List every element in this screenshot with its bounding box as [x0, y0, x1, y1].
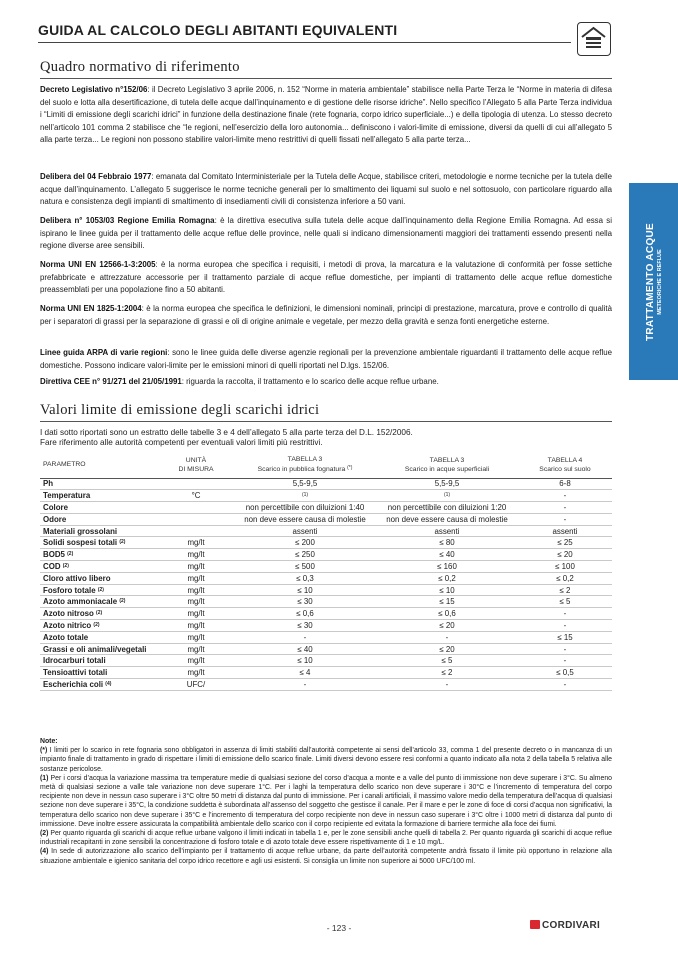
cell-table3-surface: ≤ 10 [376, 584, 518, 596]
cell-parameter: Escherichia coli $^{(4)}$ [40, 679, 158, 691]
paragraph-heading: Norma UNI EN 1825-1:2004 [40, 304, 142, 313]
paragraph-text: : riguarda la raccolta, il trattamento e lo scarico delle acque reflue urbane. [181, 377, 439, 386]
cell-table3-sewer: ≤ 10 [234, 584, 376, 596]
paragraph-heading: Delibera del 04 Febbraio 1977 [40, 172, 152, 181]
cell-unit: mg/lt [158, 584, 234, 596]
header-unit: UNITÀ DI MISURA [158, 452, 234, 478]
table-row [40, 584, 612, 596]
cell-unit: mg/lt [158, 655, 234, 667]
cell-table4-soil: - [518, 490, 612, 502]
cell-table3-sewer: ≤ 40 [234, 643, 376, 655]
cell-table4-soil: assenti [518, 525, 612, 537]
paragraph-heading: Delibera n° 1053/03 Regione Emilia Romagna [40, 216, 215, 225]
table-row [40, 572, 612, 584]
cell-table3-sewer: - [234, 679, 376, 691]
notes-title: Note: [40, 738, 58, 745]
cell-parameter: Temperatura [40, 490, 158, 502]
paragraph-text: : sono le linee guida delle diverse agenzie regionali per la prevenzione ambientale riguardanti il trattamento delle acque reflue domestiche. Possono indicare valori-limite per le emissioni minori di quelli riportati nel D.lgs. 152/06. [40, 348, 612, 370]
cell-table3-sewer: ≤ 30 [234, 596, 376, 608]
cell-table3-surface: ≤ 2 [376, 667, 518, 679]
cell-table4-soil: - [518, 655, 612, 667]
paragraph-text: : il Decreto Legislativo 3 aprile 2006, n. 152 “Norme in materia ambientale” stabilisce nella Parte Terza le “Norme in materia di difesa del suolo e lotta alla desertificazione, di tutela delle acque dall’inquinamento e di gestione delle risorse idriche”. Nello specifico l’Allegato 5 alla Parte Terza individua i “Limiti di emissione degli scarichi idrici” in funzione della destinazione finale (rete fognaria, corpo idrico superficiale...) e della tipologia di utenza. Lo stesso decreto nell’articolo 101 comma 2 stabilisce che “le regioni, nell’esercizio della loro autonomia... definiscono i valori-limite di emissione, diversi da quelli di cui all’allegato 5 alla parte terza... Le regioni non possono stabilire valori-limite meno restrittivi di quelli fissati nell’allegato 5 alla parte terza... [40, 85, 612, 145]
cell-table4-soil: ≤ 2 [518, 584, 612, 596]
cell-table3-sewer: non deve essere causa di molestie [234, 513, 376, 525]
cell-parameter: Tensioattivi totali [40, 667, 158, 679]
cell-table4-soil: - [518, 513, 612, 525]
cell-table3-sewer: assenti [234, 525, 376, 537]
notes-block [40, 737, 612, 866]
cell-table3-sewer: ≤ 250 [234, 549, 376, 561]
cell-unit: mg/lt [158, 537, 234, 549]
cell-unit: mg/lt [158, 643, 234, 655]
cell-table4-soil: ≤ 20 [518, 549, 612, 561]
paragraph-dlgs-152 [40, 84, 612, 147]
header-table3-sewer: TABELLA 3 Scarico in pubblica fognatura (*) [234, 452, 376, 478]
cell-table4-soil: 6-8 [518, 478, 612, 490]
cell-table3-surface: ≤ 160 [376, 561, 518, 573]
side-tab-subtitle: METEORICHE E REFLUE [656, 248, 663, 315]
cell-table3-surface: assenti [376, 525, 518, 537]
cell-table4-soil: ≤ 25 [518, 537, 612, 549]
paragraph-arpa [40, 347, 612, 372]
cell-table3-sewer: 5,5-9,5 [234, 478, 376, 490]
page-number: - 123 - [326, 923, 352, 933]
paragraph-heading: Direttiva CEE n° 91/271 del 21/05/1991 [40, 377, 182, 386]
table-row [40, 655, 612, 667]
paragraph-heading: Decreto Legislativo n°152/06 [40, 85, 148, 94]
cell-parameter: Azoto ammoniacale $^{(2)}$ [40, 596, 158, 608]
table-row [40, 537, 612, 549]
cell-table4-soil: ≤ 100 [518, 561, 612, 573]
cell-parameter: Fosforo totale $^{(2)}$ [40, 584, 158, 596]
header-table3-surface: TABELLA 3 Scarico in acque superficiali [376, 452, 518, 478]
cell-parameter: Materiali grossolani [40, 525, 158, 537]
cell-parameter: Azoto nitrico $^{(2)}$ [40, 620, 158, 632]
cell-table3-sewer: - [234, 631, 376, 643]
paragraph-heading: Norma UNI EN 12566-1-3:2005 [40, 260, 156, 269]
cell-table4-soil: ≤ 5 [518, 596, 612, 608]
section-divider [40, 421, 612, 422]
cell-parameter: Grassi e oli animali/vegetali [40, 643, 158, 655]
cell-table3-surface: ≤ 40 [376, 549, 518, 561]
section-title-regulations: Quadro normativo di riferimento [40, 59, 240, 75]
cell-parameter: Azoto totale [40, 631, 158, 643]
cell-table3-surface: ≤ 80 [376, 537, 518, 549]
paragraph-uni-1825 [40, 303, 612, 328]
cell-table4-soil: - [518, 608, 612, 620]
cell-table3-surface: ≤ 0,6 [376, 608, 518, 620]
cell-table3-sewer: ≤ 30 [234, 620, 376, 632]
header-parameter: PARAMETRO [40, 452, 158, 478]
intro-line: Fare riferimento alle autorità competenti per eventuali valori limiti più restrittivi. [40, 438, 323, 447]
cell-parameter: Colore [40, 502, 158, 514]
cell-unit [158, 525, 234, 537]
side-category-tab[interactable] [629, 183, 678, 380]
cell-table3-surface: non deve essere causa di molestie [376, 513, 518, 525]
cell-table3-surface: ≤ 20 [376, 620, 518, 632]
table-row [40, 631, 612, 643]
cell-unit: mg/lt [158, 667, 234, 679]
paragraph-text: : è la direttiva esecutiva sulla tutela delle acque dall’inquinamento della Regione Emilia Romagna. Ad essa si ispirano le linee guida per il trattamento delle acque reflue delle province, nelle quali si indicano dimensionamenti maggiori dei trattamenti essendo presenti nella regione diverse aree sensibili. [40, 216, 612, 251]
side-tab-title: TRATTAMENTO ACQUE [644, 222, 656, 341]
cell-unit: mg/lt [158, 572, 234, 584]
cell-table4-soil: ≤ 15 [518, 631, 612, 643]
header-divider [38, 42, 571, 43]
cell-parameter: Azoto nitroso $^{(2)}$ [40, 608, 158, 620]
cell-table3-surface: - [376, 679, 518, 691]
cell-table3-sewer: ≤ 4 [234, 667, 376, 679]
cell-table4-soil: - [518, 620, 612, 632]
table-row [40, 525, 612, 537]
cell-parameter: Solidi sospesi totali $^{(2)}$ [40, 537, 158, 549]
header-title: GUIDA AL CALCOLO DEGLI ABITANTI EQUIVALENTI [38, 22, 398, 38]
cell-table3-surface: ≤ 15 [376, 596, 518, 608]
cell-unit: UFC/ [158, 679, 234, 691]
cell-parameter: Odore [40, 513, 158, 525]
cell-table3-sewer: (1) [234, 490, 376, 502]
cell-table3-sewer: ≤ 200 [234, 537, 376, 549]
cell-unit: mg/lt [158, 620, 234, 632]
cell-parameter: Ph [40, 478, 158, 490]
paragraph-heading: Linee guida ARPA di varie regioni [40, 348, 168, 357]
paragraph-direttiva-cee [40, 376, 612, 389]
cell-table3-surface: ≤ 5 [376, 655, 518, 667]
table-row [40, 478, 612, 490]
cell-table3-sewer: ≤ 0,3 [234, 572, 376, 584]
table-header-row [40, 452, 612, 478]
table-row [40, 667, 612, 679]
note-item: (*) I limiti per lo scarico in rete fognaria sono obbligatori in assenza di limiti stabiliti dall’autorità competente ai sensi dell’articolo 33, comma 1 del presente decreto o in mancanza di un impianto finale di trattamento in grado di rispettare i limiti di emissione dello scarico finale. Limiti diversi devono essere resi conformi a quanto indicato alla nota 2 della tabella 5 relativa alle sostanze pericolose. [40, 747, 613, 773]
cell-parameter: Idrocarburi totali [40, 655, 158, 667]
cell-table3-sewer: ≤ 10 [234, 655, 376, 667]
section-title-limits: Valori limite di emissione degli scarichi idrici [40, 402, 320, 418]
table-row [40, 513, 612, 525]
cell-table4-soil: - [518, 502, 612, 514]
paragraph-delibera-1977 [40, 171, 612, 209]
cell-table3-sewer: ≤ 500 [234, 561, 376, 573]
cell-table4-soil: ≤ 0,2 [518, 572, 612, 584]
cell-unit: mg/lt [158, 631, 234, 643]
house-icon [577, 22, 611, 56]
cell-unit [158, 502, 234, 514]
cell-unit: mg/lt [158, 596, 234, 608]
cell-table3-surface: (1) [376, 490, 518, 502]
cell-table3-surface: ≤ 0,2 [376, 572, 518, 584]
paragraph-uni-12566 [40, 259, 612, 297]
cell-parameter: BOD5 $^{(2)}$ [40, 549, 158, 561]
cell-unit [158, 513, 234, 525]
cell-unit: °C [158, 490, 234, 502]
paragraph-text: : è la norma europea che specifica i requisiti, i metodi di prova, la marcatura e la valutazione di conformità per fosse settiche prefabbricate e attrezzature accessorie per il trattamento parziale di acque reflue domestiche, per impianti di trattamento delle acque reflue domestiche preassemblati per una popolazione fino a 50 abitanti. [40, 260, 612, 295]
table-row [40, 490, 612, 502]
cell-table4-soil: - [518, 643, 612, 655]
cell-table3-surface: ≤ 20 [376, 643, 518, 655]
cell-table3-surface: non percettibile con diluizioni 1:20 [376, 502, 518, 514]
table-row [40, 608, 612, 620]
table-row [40, 643, 612, 655]
cell-parameter: Cloro attivo libero [40, 572, 158, 584]
table-row [40, 620, 612, 632]
table-row [40, 549, 612, 561]
cell-unit [158, 478, 234, 490]
intro-line: I dati sotto riportati sono un estratto delle tabelle 3 e 4 dell’allegato 5 alla parte terza del D.L. 152/2006. [40, 428, 413, 437]
paragraph-text: : è la norma europea che specifica le definizioni, le dimensioni nominali, principi di prestazione, marcatura, prove e controllo di qualità per i separatori di grassi per la separazione di grassi e oli di origine animale e vegetale, per mezzo della gravità e senza fonti energetiche esterne. [40, 304, 612, 326]
section-divider [40, 78, 612, 79]
brand-logo: CORDIVARI [530, 920, 600, 931]
cell-table4-soil: - [518, 679, 612, 691]
cell-unit: mg/lt [158, 549, 234, 561]
cell-table3-surface: - [376, 631, 518, 643]
cell-table3-sewer: ≤ 0,6 [234, 608, 376, 620]
emission-limits-table [40, 452, 612, 691]
cell-table4-soil: ≤ 0,5 [518, 667, 612, 679]
cell-unit: mg/lt [158, 608, 234, 620]
paragraph-delibera-emilia [40, 215, 612, 253]
note-item: (4) In sede di autorizzazione allo scarico dell’impianto per il trattamento di acque reflue urbane, da parte dell’autorità competente andrà fissato il limite più opportuno in relazione alla situazione ambientale e igienico sanitaria del corpo idrico recettore e agli usi esistenti. Si consiglia un limite non superiore ai 5000 UFC/100 ml. [40, 848, 612, 865]
table-row [40, 502, 612, 514]
table-row [40, 596, 612, 608]
cell-table3-surface: 5,5-9,5 [376, 478, 518, 490]
paragraph-text: : emanata dal Comitato Interministeriale per la Tutela delle Acque, stabilisce criteri, metodologie e norme tecniche per la tutela delle acque dall’inquinamento. L’allegato 5 suggerisce le norme tecniche generali per lo smaltimento dei liquami sul suolo e nel sottosuolo, con particolare riguardo alla natura e consistenza degli impianti di smaltimento di insediamenti civili di consistenza inferiore a 50 vani. [40, 172, 612, 207]
brand-mark-icon [530, 920, 540, 929]
cell-table3-sewer: non percettibile con diluizioni 1:40 [234, 502, 376, 514]
note-item: (2) Per quanto riguarda gli scarichi di acque reflue urbane valgono il limiti indicati in tabella 1 e, per le zone sensibili anche quelli di tabella 2. Per quanto riguarda gli scarichi di acque reflue industriali recapitanti in zone sensibili la concentrazione di fosforo totale e di azoto totale deve essere rispettivamente di 1 e 10 mg/L. [40, 830, 612, 847]
table-row [40, 679, 612, 691]
cell-parameter: COD $^{(2)}$ [40, 561, 158, 573]
table-row [40, 561, 612, 573]
cell-unit: mg/lt [158, 561, 234, 573]
header-table4-soil: TABELLA 4 Scarico sul suolo [518, 452, 612, 478]
note-item: (1) Per i corsi d’acqua la variazione massima tra temperature medie di qualsiasi sezione del corso d’acqua a monte e a valle del punto di immissione non deve superare i 3°C. Su almeno metà di qualsiasi sezione a valle tale variazione non deve superare 1°C. Per i laghi la temperatura dello scarico non deve superare i 30°C e l’incremento di temperatura del corpo recipiente non deve in nessun caso superare i 3°C oltre 50 metri di distanza dal punto di immissione. Per i canali artificiali, il massimo valore medio della temperatura dell’acqua di qualsiasi sezione non deve superare i 35°C, la condizione suddetta è subordinata all’assenso del soggetto che gestisce il canale. Per il mare e per le zone di foce di corsi d’acqua non significativi, la temperatura dello scarico non deve superare i 35°C e l’incremento di temperatura del corpo recipiente non deve in nessun caso superare i 3°C oltre i 1000 metri di distanza dal punto di immissione. Deve inoltre essere assicurata la compatibilità ambientale dello scarico con il corpo recipiente ed evitata la formazione di barriere termiche alla foce dei fiumi. [40, 774, 612, 828]
